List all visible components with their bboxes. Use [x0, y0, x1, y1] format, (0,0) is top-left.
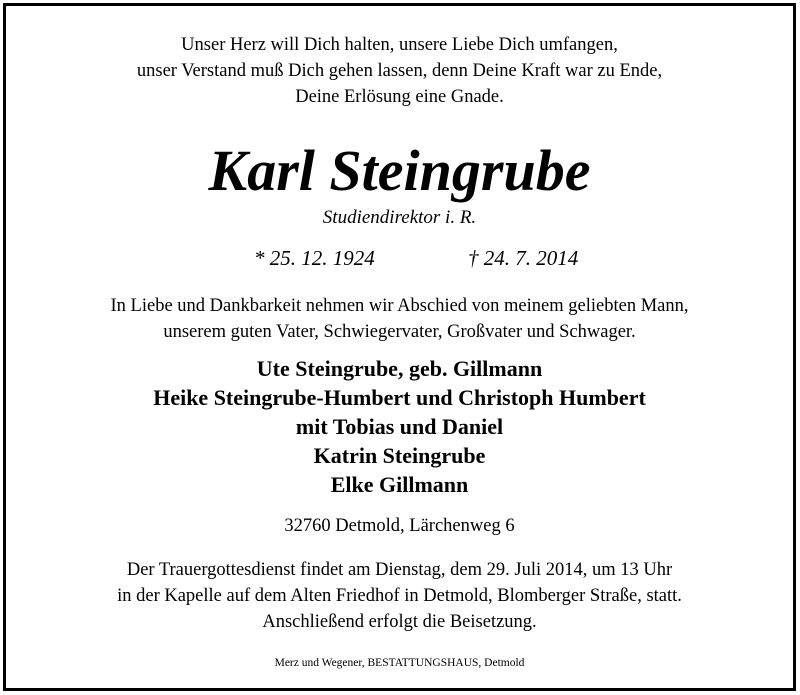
family-member-3: mit Tobias und Daniel — [295, 414, 504, 439]
life-dates — [6, 246, 793, 272]
family-member-4: Katrin Steingrube — [313, 443, 486, 468]
family-member-2: Heike Steingrube-Humbert und Christoph Humbert — [153, 385, 646, 410]
family-member-1: Ute Steingrube, geb. Gillmann — [256, 356, 543, 381]
birth-date: * 25. 12. 1924 — [254, 246, 375, 270]
poem-line-3: Deine Erlösung eine Gnade. — [295, 87, 504, 107]
intro-line-2: unserem guten Vater, Schwiegervater, Großvater und Schwager. — [163, 322, 636, 342]
service-line-3: Anschließend erfolgt die Beisetzung. — [262, 612, 537, 632]
address: 32760 Detmold, Lärchenweg 6 — [284, 516, 515, 536]
service-line-1: Der Trauergottesdienst findet am Dienstag, dem 29. Juli 2014, um 13 Uhr — [126, 560, 673, 580]
poem-line-2: unser Verstand muß Dich gehen lassen, denn Deine Kraft war zu Ende, — [136, 61, 663, 81]
death-date: † 24. 7. 2014 — [468, 246, 579, 270]
poem-line-1: Unser Herz will Dich halten, unsere Liebe Dich umfangen, — [181, 35, 618, 55]
funeral-home: Merz und Wegener, BESTATTUNGSHAUS, Detmold — [274, 657, 525, 669]
deceased-title: Studiendirektor i. R. — [322, 207, 477, 228]
obituary-notice — [3, 3, 796, 691]
service-line-2: in der Kapelle auf dem Alten Friedhof in Detmold, Blomberger Straße, statt. — [117, 586, 682, 606]
intro-line-1: In Liebe und Dankbarkeit nehmen wir Abschied von meinem geliebten Mann, — [110, 296, 689, 316]
deceased-name: Karl Steingrube — [208, 138, 591, 203]
family-member-5: Elke Gillmann — [330, 472, 469, 497]
